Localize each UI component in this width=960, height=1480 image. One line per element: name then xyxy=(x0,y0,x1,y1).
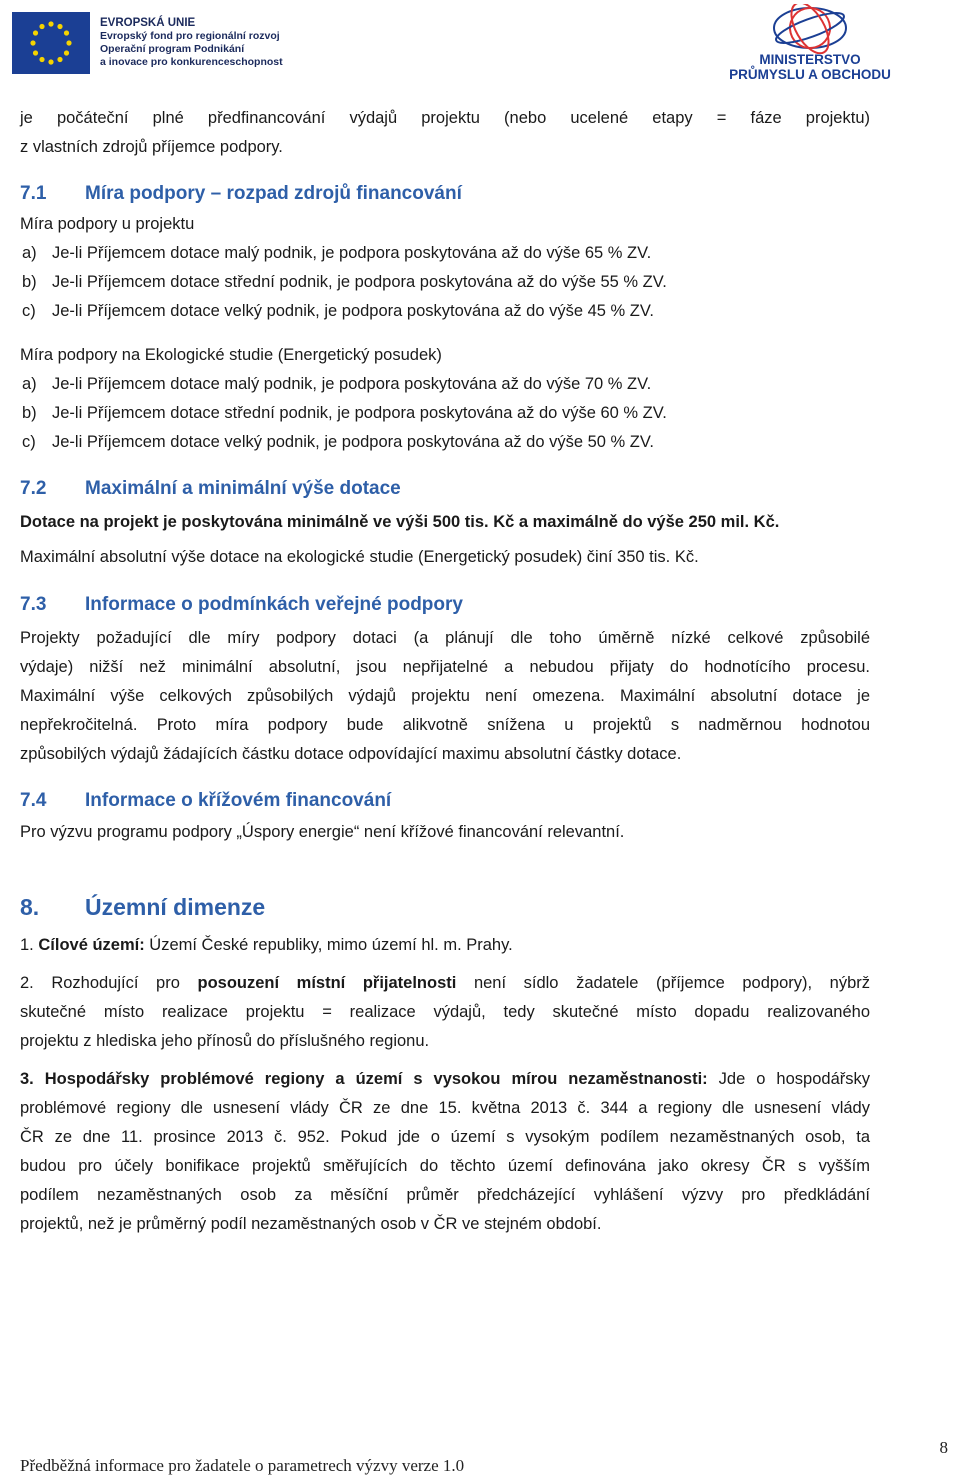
eu-line-1: Evropský fond pro regionální rozvoj xyxy=(100,30,280,42)
intro-line-1: je počáteční plné předfinancování výdajů projektu (nebo ucelené etapy = fáze projektu) xyxy=(20,109,870,127)
page-header xyxy=(0,0,960,90)
section-title: Informace o podmínkách veřejné podpory xyxy=(85,594,463,615)
page-footer: Předběžná informace pro žadatele o parametrech výzvy verze 1.0 xyxy=(20,1456,465,1475)
section-7-4-heading xyxy=(20,790,870,812)
cross-financing-line: Pro výzvu programu podpory „Úspory energie“ není křížové financování relevantní. xyxy=(20,823,625,841)
mpo-logo xyxy=(720,4,900,84)
local-eligibility-paragraph: 2. Rozhodující pro posouzení místní přijatelnosti není sídlo žadatele (příjemce podpory), nýbrž skutečné místo realizace projektu = realizace výdajů, tedy skutečné místo dopadu realizovaného projektu z hlediska jeho přínosů do příslušného regionu. xyxy=(20,974,871,1050)
list-item: a) Je-li Příjemcem dotace malý podnik, je podpora poskytována až do výše 65 % ZV. xyxy=(22,244,652,262)
section-number: 8. xyxy=(20,894,40,920)
state-aid-paragraph: Projekty požadující dle míry podpory dotaci (a plánují dle toho úměrně nízké celkové způsobilé výdaje) nižší než minimální absolutní, jsou nepřijatelné a nebudou přijaty do hodnotícího procesu. Maximální výše celkových způsobilých výdajů projektu není omezena. Maximální absolutní dotace je nepřekročitelná. Proto míra podpory bude alikvotně snížena u projektů s nadměrnou hodnotou způsobilých výdajů žádajících částku dotace odpovídající maximu absolutní částky dotace. xyxy=(20,629,870,763)
eu-title: EVROPSKÁ UNIE xyxy=(100,17,196,29)
min-max-grant-line: Dotace na projekt je poskytována minimálně ve výši 500 tis. Kč a maximálně do výše 250 mil. Kč. xyxy=(20,513,780,531)
section-title: Maximální a minimální výše dotace xyxy=(85,478,401,499)
section-number: 7.2 xyxy=(20,478,47,499)
mpo-text xyxy=(720,52,900,82)
page-number: 8 xyxy=(939,1438,948,1457)
section-title: Územní dimenze xyxy=(85,894,266,920)
mpo-line-1: MINISTERSTVO xyxy=(759,52,861,67)
subheading-eco-study-rate: Míra podpory na Ekologické studie (Energetický posudek) xyxy=(20,346,442,364)
target-area-line: 1. Cílové území: Území České republiky, mimo území hl. m. Prahy. xyxy=(20,936,513,954)
eu-line-3: a inovace pro konkurenceschopnost xyxy=(100,56,283,68)
section-title: Informace o křížovém financování xyxy=(85,790,392,811)
eu-logo xyxy=(12,12,283,74)
list-item: b) Je-li Příjemcem dotace střední podnik, je podpora poskytována až do výše 55 % ZV. xyxy=(22,273,667,291)
section-7-1-heading xyxy=(20,183,870,205)
eu-flag-icon xyxy=(12,12,90,74)
section-title: Míra podpory – rozpad zdrojů financování xyxy=(85,183,462,204)
list-item: c) Je-li Příjemcem dotace velký podnik, je podpora poskytována až do výše 50 % ZV. xyxy=(22,433,654,451)
mpo-globe-icon xyxy=(720,4,900,54)
eu-line-2: Operační program Podnikání xyxy=(100,43,245,55)
list-item: c) Je-li Příjemcem dotace velký podnik, je podpora poskytována až do výše 45 % ZV. xyxy=(22,302,654,320)
list-item: a) Je-li Příjemcem dotace malý podnik, je podpora poskytována až do výše 70 % ZV. xyxy=(22,375,652,393)
intro-line-2: z vlastních zdrojů příjemce podpory. xyxy=(20,138,283,156)
section-number: 7.3 xyxy=(20,594,47,615)
eco-study-max-line: Maximální absolutní výše dotace na ekologické studie (Energetický posudek) činí 350 tis. Kč. xyxy=(20,548,699,566)
eco-study-rate-list xyxy=(20,370,870,457)
mpo-line-2: PRŮMYSLU A OBCHODU xyxy=(729,67,891,82)
problem-regions-paragraph: 3. Hospodářsky problémové regiony a území s vysokou mírou nezaměstnanosti: Jde o hospodářsky problémové regiony dle usnesení vlády ČR ze dne 15. května 2013 č. 344 a regiony dle usnesení vlády ČR ze dne 11. prosince 2013 č. 952. Pokud jde o území s vysokým podílem nezaměstnaných osob, ta budou pro účely bonifikace projektů směřujících do těchto území definována jako okresy ČR s vyšším podílem nezaměstnaných osob za měsíční průměr předcházející vyhlášení výzvy pro předkládání projektů, než je průměrný podíl nezaměstnaných osob v ČR ve stejném období. xyxy=(20,1070,870,1233)
document-body xyxy=(20,104,870,1239)
section-7-3-heading xyxy=(20,594,870,616)
section-number: 7.1 xyxy=(20,183,47,204)
section-7-2-heading xyxy=(20,478,870,500)
section-8-heading xyxy=(20,894,870,921)
section-number: 7.4 xyxy=(20,790,47,811)
subheading-project-rate: Míra podpory u projektu xyxy=(20,215,195,233)
project-rate-list xyxy=(20,239,870,326)
list-item: b) Je-li Příjemcem dotace střední podnik, je podpora poskytována až do výše 60 % ZV. xyxy=(22,404,667,422)
intro-paragraph xyxy=(20,104,870,162)
eu-text-block xyxy=(100,17,283,69)
